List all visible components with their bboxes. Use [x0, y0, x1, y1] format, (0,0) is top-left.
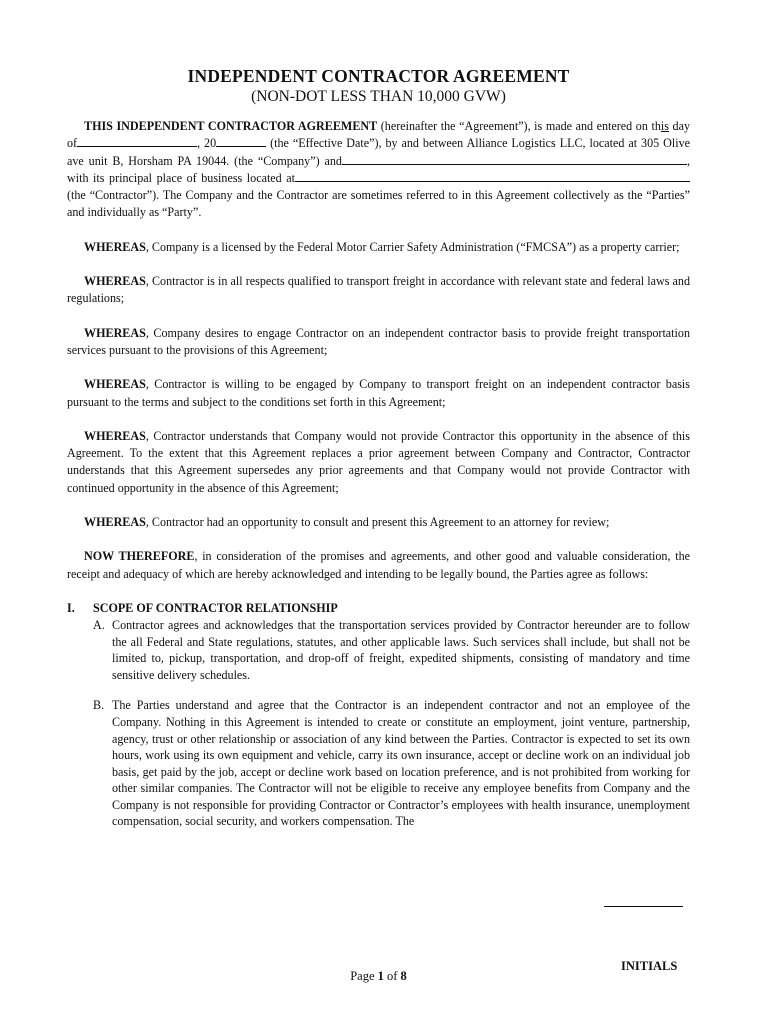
section-item: [67, 697, 690, 830]
current-page-number: 1: [377, 969, 384, 983]
initials-label: INITIALS: [621, 959, 678, 973]
item-text: Contractor agrees and acknowledges that the transportation services provided by Contractor hereunder are to follow the all Federal and State regulations, statutes, and other applicable laws. Such services shall include, but shall not be limited to, pickup, transportation, and drop-off of freight, expedited shipments, consisting of mandatory and time sensitive delivery schedules.: [112, 617, 690, 682]
now-therefore-clause: NOW THEREFORE, in consideration of the promises and agreements, and other good and valuable consideration, the receipt and adequacy of which are hereby acknowledged and intending to be legally bound, the Parties agree as follows:: [67, 549, 690, 581]
section-heading: [67, 600, 690, 617]
whereas-clause: WHEREAS, Contractor is in all respects qualified to transport freight in accordance with relevant state and federal laws and regulations;: [67, 274, 690, 306]
page-footer: Page 1 of 8: [350, 969, 407, 983]
year-blank-field[interactable]: [216, 135, 266, 147]
section-title: SCOPE OF CONTRACTOR RELATIONSHIP: [93, 600, 338, 615]
total-page-number: 8: [400, 969, 407, 983]
intro-lead: THIS INDEPENDENT CONTRACTOR AGREEMENT: [84, 119, 378, 133]
item-marker: B.: [93, 698, 105, 713]
item-text: The Parties understand and agree that the Contractor is an independent contractor and not an employee of the Company. Nothing in this Agreement is intended to create or constitute an employment, joint venture, partnership, agency, trust or other relationship or association of any kind between the Parties. Contractor is expected to set its own hours, work using its own equipment and vehicle, carry its own insurance, accept or decline work on an individual job basis, get paid by the job, accept or decline work based on location preference, and is not prohibited from working for other similar companies. The Contractor will not be eligible to receive any employee benefits from Company and the Company is not responsible for providing Contractor or Contractor’s employees with health insurance, unemployment compensation, social security, and workers compensation. The: [112, 698, 690, 829]
document-subtitle: (NON-DOT LESS THAN 10,000 GVW): [251, 88, 506, 105]
whereas-clause: WHEREAS, Contractor is willing to be engaged by Company to transport freight on an independent contractor basis pursuant to the terms and subject to the conditions set forth in this Agreement;: [67, 377, 690, 409]
whereas-clause: WHEREAS, Company is a licensed by the Federal Motor Carrier Safety Administration (“FMCSA”) as a property carrier;: [84, 239, 680, 254]
section-number: I.: [67, 600, 75, 615]
whereas-clause: WHEREAS, Contractor understands that Company would not provide Contractor this opportunity in the absence of this Agreement. To the extent that this Agreement replaces a prior agreement between Company and Contractor, Contractor understands that this Agreement supersedes any prior agreements and that Company would not provide Contractor with continued opportunity in the absence of this Agreement;: [67, 428, 690, 495]
contractor-name-blank-field[interactable]: [342, 153, 687, 165]
whereas-clause: WHEREAS, Company desires to engage Contractor on an independent contractor basis to provide freight transportation services pursuant to the provisions of this Agreement;: [67, 325, 690, 357]
contractor-address-blank-field[interactable]: [295, 170, 690, 182]
document-title: INDEPENDENT CONTRACTOR AGREEMENT: [187, 66, 570, 86]
day-blank-field[interactable]: [77, 135, 197, 147]
item-marker: A.: [93, 617, 105, 632]
whereas-clause: WHEREAS, Contractor had an opportunity to consult and present this Agreement to an attorney for review;: [84, 515, 610, 530]
intro-paragraph: THIS INDEPENDENT CONTRACTOR AGREEMENT (hereinafter the “Agreement”), is made and entered on this day of , 20 (the “Effective Date”), by and between Alliance Logistics LLC, located at 305 Olive ave unit B, Horsham PA 19044. (the “Company”) and , with its principal place of business located at(the “Contractor”). The Company and the Contractor are sometimes referred to in this Agreement collectively as the “Parties” and individually as “Party”.: [67, 119, 691, 220]
initials-blank-line[interactable]: [604, 906, 683, 907]
section-item: [67, 617, 690, 683]
document-page: [67, 66, 691, 983]
